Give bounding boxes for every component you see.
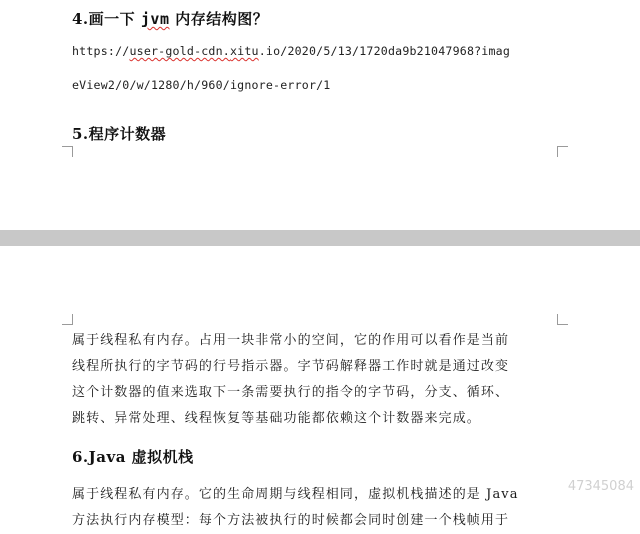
paragraph-line: 属于线程私有内存。占用一块非常小的空间，它的作用可以看作是当前	[72, 333, 510, 348]
heading-jvm-memory	[72, 8, 268, 29]
paragraph-java-vm-stack	[72, 482, 572, 534]
paragraph-program-counter	[72, 328, 572, 432]
document-page-1	[0, 0, 640, 230]
paragraph-line: 这个计数器的值来选取下一条需要执行的指令的字节码，分支、循环、	[72, 385, 510, 400]
crop-mark-bottom-left	[62, 146, 73, 157]
crop-mark-top-right	[557, 314, 568, 325]
paragraph-line: 方法执行内存模型：每个方法被执行的时候都会同时创建一个栈帧用于	[72, 513, 510, 528]
heading-program-counter: 5.程序计数器	[72, 125, 167, 143]
heading-jvm-suffix: 内存结构图？	[169, 10, 269, 28]
heading-java-vm-stack: 6.Java 虚拟机栈	[72, 448, 194, 466]
page-separator	[0, 230, 640, 246]
spellcheck-word-jvm: jvm	[140, 10, 170, 28]
url-line-1[interactable]	[72, 44, 510, 58]
crop-mark-top-left	[62, 314, 73, 325]
heading-jvm-prefix: 4.画一下	[72, 10, 141, 28]
paragraph-line: 跳转、异常处理、线程恢复等基础功能都依赖这个计数器来完成。	[72, 411, 481, 426]
paragraph-line: 线程所执行的字节码的行号指示器。字节码解释器工作时就是通过改变	[72, 359, 510, 374]
url-line-2[interactable]: eView2/0/w/1280/h/960/ignore-error/1	[72, 78, 331, 92]
watermark: 47345084	[567, 479, 634, 494]
url-host-mid: xitu	[229, 44, 259, 58]
crop-mark-bottom-right	[557, 146, 568, 157]
url-scheme: https://	[72, 44, 130, 58]
url-host-suffix: .io/2020/5/13/1720da9b21047968?imag	[258, 44, 511, 58]
url-host-prefix: user-gold-cdn.	[129, 44, 230, 58]
document-page-2	[0, 246, 640, 528]
paragraph-line: 属于线程私有内存。它的生命周期与线程相同，虚拟机栈描述的是 Java	[72, 487, 519, 502]
